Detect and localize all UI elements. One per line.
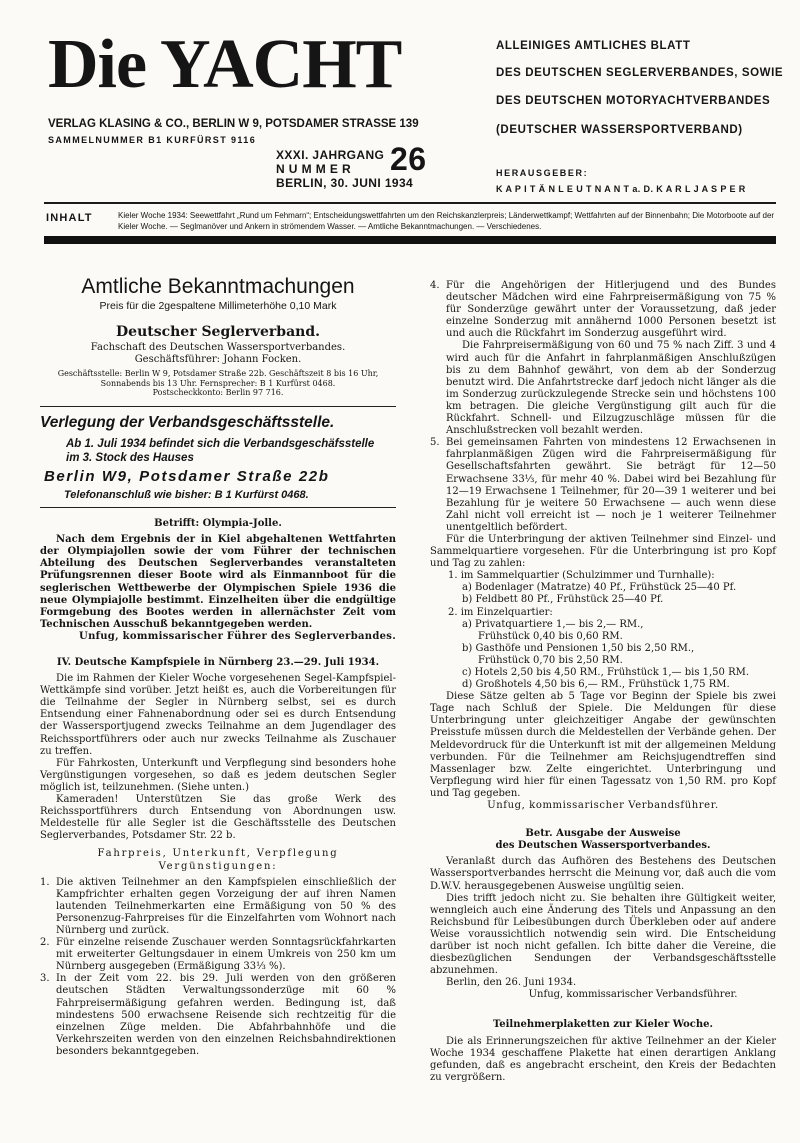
- ausweis-paragraph-1: Veranlaßt durch das Aufhören des Bestehens des Deutschen Wassersportverbandes herrscht die Meinung vor, daß auch die vom D.W.V. herausgegebenen Ausweise ungültig seien.: [430, 856, 776, 892]
- notice-divider-top: [40, 406, 396, 407]
- masthead-divider: [44, 202, 776, 204]
- issue-info: [276, 141, 427, 190]
- section-title: Amtliche Bekanntmachungen: [81, 275, 355, 298]
- signature-1: Unfug, kommissarischer Verbandsführer.: [487, 800, 719, 812]
- ausweis-paragraph-2: Dies trifft jedoch nicht zu. Sie behalten ihre Gültigkeit weiter, wenngleich auch eine Änderung des Titels und Anpassung an den Reichsbund für Leibesübungen durch Überkleben oder auf andere Weise voraussichtlich notwendig sein wird. Die Entscheidung darüber ist noch nicht gefallen. Ich bitte daher die Vereine, die diesbezüglichen Sendungen der Verbandsgeschäftsstelle abzunehmen.: [430, 892, 776, 977]
- list-item-text: Für die Angehörigen der Hitlerjugend und des Bundes deutscher Mädchen wird eine Fahrpreisermäßigung von 75 % für Sonderzüge gewährt unter der Voraussetzung, daß jeder einzelne Sonderzug mit annähernd 1000 Personen besetzt ist und auch die Rückfahrt im Sonderzug ausgeführt wird.: [446, 280, 776, 340]
- rates-paragraph: Diese Sätze gelten ab 5 Tage vor Beginn der Spiele bis zwei Tage nach Schluß der Spiele. Die Meldungen für diese Unterbringung unter gleichzeitiger Angabe der gewünschten Preisstufe müssen durch die Meldestellen der Verbände gehen. Der Meldevordruck für die Unterkunft ist mit der allgemeinen Meldung verbunden. Für die Teilnehmer am Reichsjugendtreffen sind Massenlager bzw. Zelte eingerichtet. Unterbringung und Verpflegung wird hier für einen Tagessatz von 1,50 RM. pro Kopf und Tag gegeben.: [430, 691, 776, 799]
- issue-label: N U M M E R: [276, 162, 352, 176]
- statement-line-1: ALLEINIGES AMTLICHES BLATT: [496, 40, 691, 52]
- office-line-3: Postscheckkonto: Berlin 97 716.: [152, 388, 284, 398]
- lodging-paragraph: Für die Unterbringung der aktiven Teilnehmer sind Einzel- und Sammelquartiere vorgesehen. Für die Unterbringung ist pro Kopf und Tag zu zahlen:: [430, 533, 776, 570]
- move-address: Berlin W9, Potsdamer Straße 22b: [44, 467, 330, 485]
- lodging-option-detail: Frühstück 0,70 bis 2,50 RM.: [478, 654, 623, 666]
- kampfspiele-paragraph-3: Kameraden! Unterstützen Sie das große Werk des Reichssportführers durch Entsendung von Abordnungen usw. Meldestelle für alle Segler ist die Geschäftsstelle des Deutschen Seglerverbandes, Potsdamer Str. 22 b.: [40, 794, 396, 842]
- list-item: [40, 877, 396, 937]
- ausweis-heading-2: des Deutschen Wassersportverbandes.: [495, 840, 711, 852]
- fares-heading-1: Fahrpreis, Unterkunft, Verpflegung: [97, 848, 339, 860]
- publisher-phone: SAMMELNUMMER B1 KURFÜRST 9116: [48, 135, 257, 145]
- kampfspiele-paragraph-1: Die im Rahmen der Kieler Woche vorgesehenen Segel-Kampfspiel-Wettkämpfe sind vorüber. Jetzt heißt es, auch die Vorbereitungen für die Teilnahme der Segler in Nürnberg selbst, sei es durch Entsendung einer Fahnenabordnung oder sei es durch Entsendung der Wassersportjugend zwecks Teilnahme an dem Jugendlager des Reichssportführers oder auch nur zwecks Teilnahme als Zuschauer zu treffen.: [40, 673, 396, 757]
- list-item: [430, 280, 776, 340]
- masthead-logo: Die YACHT: [48, 26, 402, 103]
- fares-heading-2: Vergünstigungen:: [158, 860, 278, 872]
- list-item-number: 3.: [40, 973, 50, 985]
- olympia-text: Nach dem Ergebnis der in Kiel abgehaltenen Wettfahrten der Olympiajollen sowie der vom Führer der technischen Abteilung des Deutschen Seglerverbandes veranstalteten Prüfungsrennen dieser Boote wird als Einmannboot für die seglerischen Wettbewerbe der Olympischen Spiele 1936 die neue Olympiajolle bestimmt. Einzelheiten über die endgültige Formgebung des Bootes werden in allernächster Zeit vom Technischen Ausschuß bekanntgegeben werden.: [40, 534, 396, 630]
- statement-line-4: (DEUTSCHER WASSERSPORTVERBAND): [496, 124, 743, 136]
- move-title: Verlegung der Verbandsgeschäftsstelle.: [40, 413, 335, 431]
- left-column: [40, 270, 396, 1058]
- issue-year: XXXI. JAHRGANG: [276, 148, 385, 162]
- list-item-text: Die aktiven Teilnehmer an den Kampfspielen einschließlich der Kampfrichter erhalten gegen Vorzeigung der auf ihren Namen lautenden Teilnehmerkarten eine Ermäßigung von 50 % des Personenzug-Fahrpreises für die Einzelfahrten vom Wohnort nach Nürnberg und zurück.: [56, 876, 396, 936]
- plaketten-heading: Teilnehmerplaketten zur Kieler Woche.: [492, 1019, 714, 1031]
- list-item-text: Für einzelne reisende Zuschauer werden Sonntagsrückfahrkarten mit erweiterter Geltungsdauer in einem Umkreis von 250 km um Nürnberg ausgegeben (Ermäßigung 33⅓ %).: [56, 937, 396, 973]
- office-line-2: Sonnabends bis 13 Uhr. Fernsprecher: B 1 Kurfürst 0468.: [100, 378, 336, 388]
- kampfspiele-heading: IV. Deutsche Kampfspiele in Nürnberg 23.—29. Juli 1934.: [56, 657, 380, 668]
- lodging-group-1: 1. im Sammelquartier (Schulzimmer und Turnhalle):: [448, 570, 715, 582]
- list-item-number: 1.: [40, 876, 50, 888]
- lodging-option: b) Feldbett 80 Pf., Frühstück 25—40 Pf.: [462, 594, 664, 606]
- move-line-1: Ab 1. Juli 1934 befindet sich die Verbandsgeschäfsstelle: [66, 437, 375, 450]
- notice-divider-bottom: [40, 507, 396, 508]
- office-line-1: Geschäftsstelle: Berlin W 9, Potsdamer Straße 22b. Geschäftszeit 8 bis 16 Uhr,: [57, 369, 379, 379]
- list-item-number: 4.: [430, 280, 440, 291]
- fares-paragraph: Die Fahrpreisermäßigung von 60 und 75 % nach Ziff. 3 und 4 wird auch für die Anfahrt in fahrplanmäßigen Anschlußzügen bis zu dem Bahnhof gewährt, von dem ab der Sonderzug benutzt wird. Die Anfahrtstrecke darf jedoch nicht länger als die im Sonderzug zurückzulegende Strecke sein und höchstens 100 km betragen. Die gleiche Vergünstigung gilt auch für die Rückfahrt. Schnell- und Eilzugzuschläge müssen für die Anschlußstrecken voll bezahlt werden.: [446, 340, 776, 437]
- plaketten-paragraph: Die als Erinnerungszeichen für aktive Teilnehmer an der Kieler Woche 1934 geschaffene Plakette hat einen derartigen Anklang gefunden, daß es angebracht erscheint, den Kreis der Bedachten zu vergrößern.: [430, 1035, 776, 1083]
- statement-line-3: DES DEUTSCHEN MOTORYACHTVERBANDES: [496, 95, 771, 107]
- move-line-2: im 3. Stock des Hauses: [66, 451, 194, 464]
- list-item-text: In der Zeit vom 22. bis 29. Juli werden von den größeren deutschen Städten Verwaltungssonderzüge mit 60 % Fahrpreisermäßigung gefahren werden. Bedingung ist, daß mindestens 500 erwachsene Reisende sich rechtzeitig für die einzelnen Züge melden. Die Abfahrbahnhöfe und die Verkehrszeiten werden von den einzelnen Reichsbahndirektionen besonders bekanntgegeben.: [56, 973, 396, 1057]
- right-column: [430, 280, 776, 1084]
- contents-divider: [44, 236, 776, 244]
- lodging-option: d) Großhotels 4,50 bis 6,— RM., Frühstück 1,75 RM.: [462, 679, 730, 691]
- price-note: Preis für die 2gespaltene Millimeterhöhe 0,10 Mark: [99, 300, 337, 312]
- contents-text: Kieler Woche 1934: Seewettfahrt „Rund um Fehmarn“; Entscheidungswettfahrten um den Reichskanzlerpreis; Länderwettkampf; Wettfahrten auf der Binnenbahn; Die Motorboote auf der Kieler Woche. — Seglmanöver und Ankern in strömendem Wasser. — Amtliche Bekanntmachungen. — Verschiedenes.: [118, 211, 775, 231]
- move-phone: Telefonanschluß wie bisher: B 1 Kurfürst 0468.: [64, 488, 309, 501]
- olympia-signature: Unfug, kommissarischer Führer des Seglerverbandes.: [79, 630, 396, 642]
- list-item: [430, 437, 776, 534]
- issue-date: BERLIN, 30. JUNI 1934: [276, 176, 414, 190]
- org-manager: Geschäftsführer: Johann Focken.: [134, 354, 302, 366]
- editor-name: K A P I T Ä N L E U T N A N T a. D. K A R L J A S P E R: [496, 184, 746, 194]
- lodging-option: b) Gasthöfe und Pensionen 1,50 bis 2,50 RM.,: [462, 642, 695, 654]
- lodging-option-detail: Frühstück 0,40 bis 0,60 RM.: [478, 630, 623, 642]
- list-item-number: 5.: [430, 437, 440, 449]
- list-item: [40, 973, 396, 1058]
- publisher-address: VERLAG KLASING & CO., BERLIN W 9, POTSDAMER STRASSE 139: [48, 118, 419, 130]
- olympia-heading: Betrifft: Olympia-Jolle.: [154, 518, 282, 530]
- signature-2: Unfug, kommissarischer Verbandsführer.: [528, 989, 738, 1001]
- contents-label: INHALT: [46, 212, 93, 224]
- issue-number: 26: [390, 141, 427, 177]
- list-item-number: 2.: [40, 937, 50, 949]
- list-item-text: Bei gemeinsamen Fahrten von mindestens 12 Erwachsenen in fahrplanmäßigen Zügen wird die Fahrpreisermäßigung für Gesellschaftsfahrten gewährt. Sie beträgt für 12—50 Erwachsene 33⅓, für mehr 40 %. Dabei wird bei Bezahlung für 12—19 Erwachsene 1 Teilnehmer, für 20—39 1 weiterer und bei Bezahlung für je weitere 50 Erwachsene — auch wenn diese Zahl nicht voll erreicht ist — noch je 1 weiterer Teilnehmer unentgeltlich befördert.: [446, 437, 776, 533]
- org-name: Deutscher Seglerverband.: [116, 324, 320, 341]
- lodging-option: c) Hotels 2,50 bis 4,50 RM., Frühstück 1,— bis 1,50 RM.: [462, 667, 750, 678]
- ausweis-date: Berlin, den 26. Juni 1934.: [446, 977, 577, 989]
- statement-line-2: DES DEUTSCHEN SEGLERVERBANDES, SOWIE: [496, 67, 784, 79]
- org-subtitle: Fachschaft des Deutschen Wassersportverbandes.: [90, 342, 346, 354]
- editor-label: HERAUSGEBER:: [496, 168, 589, 178]
- list-item: [40, 937, 396, 973]
- lodging-option: a) Privatquartiere 1,— bis 2,— RM.,: [462, 618, 644, 630]
- lodging-option: a) Bodenlager (Matratze) 40 Pf., Frühstück 25—40 Pf.: [462, 582, 737, 594]
- ausweis-heading-1: Betr. Ausgabe der Ausweise: [525, 828, 681, 840]
- lodging-group-2: 2. im Einzelquartier:: [448, 606, 553, 618]
- kampfspiele-paragraph-2: Für Fahrkosten, Unterkunft und Verpflegung sind besonders hohe Vergünstigungen vorgesehen, so daß es jedem deutschen Segler möglich ist, teilzunehmen. (Siehe unten.): [40, 757, 396, 793]
